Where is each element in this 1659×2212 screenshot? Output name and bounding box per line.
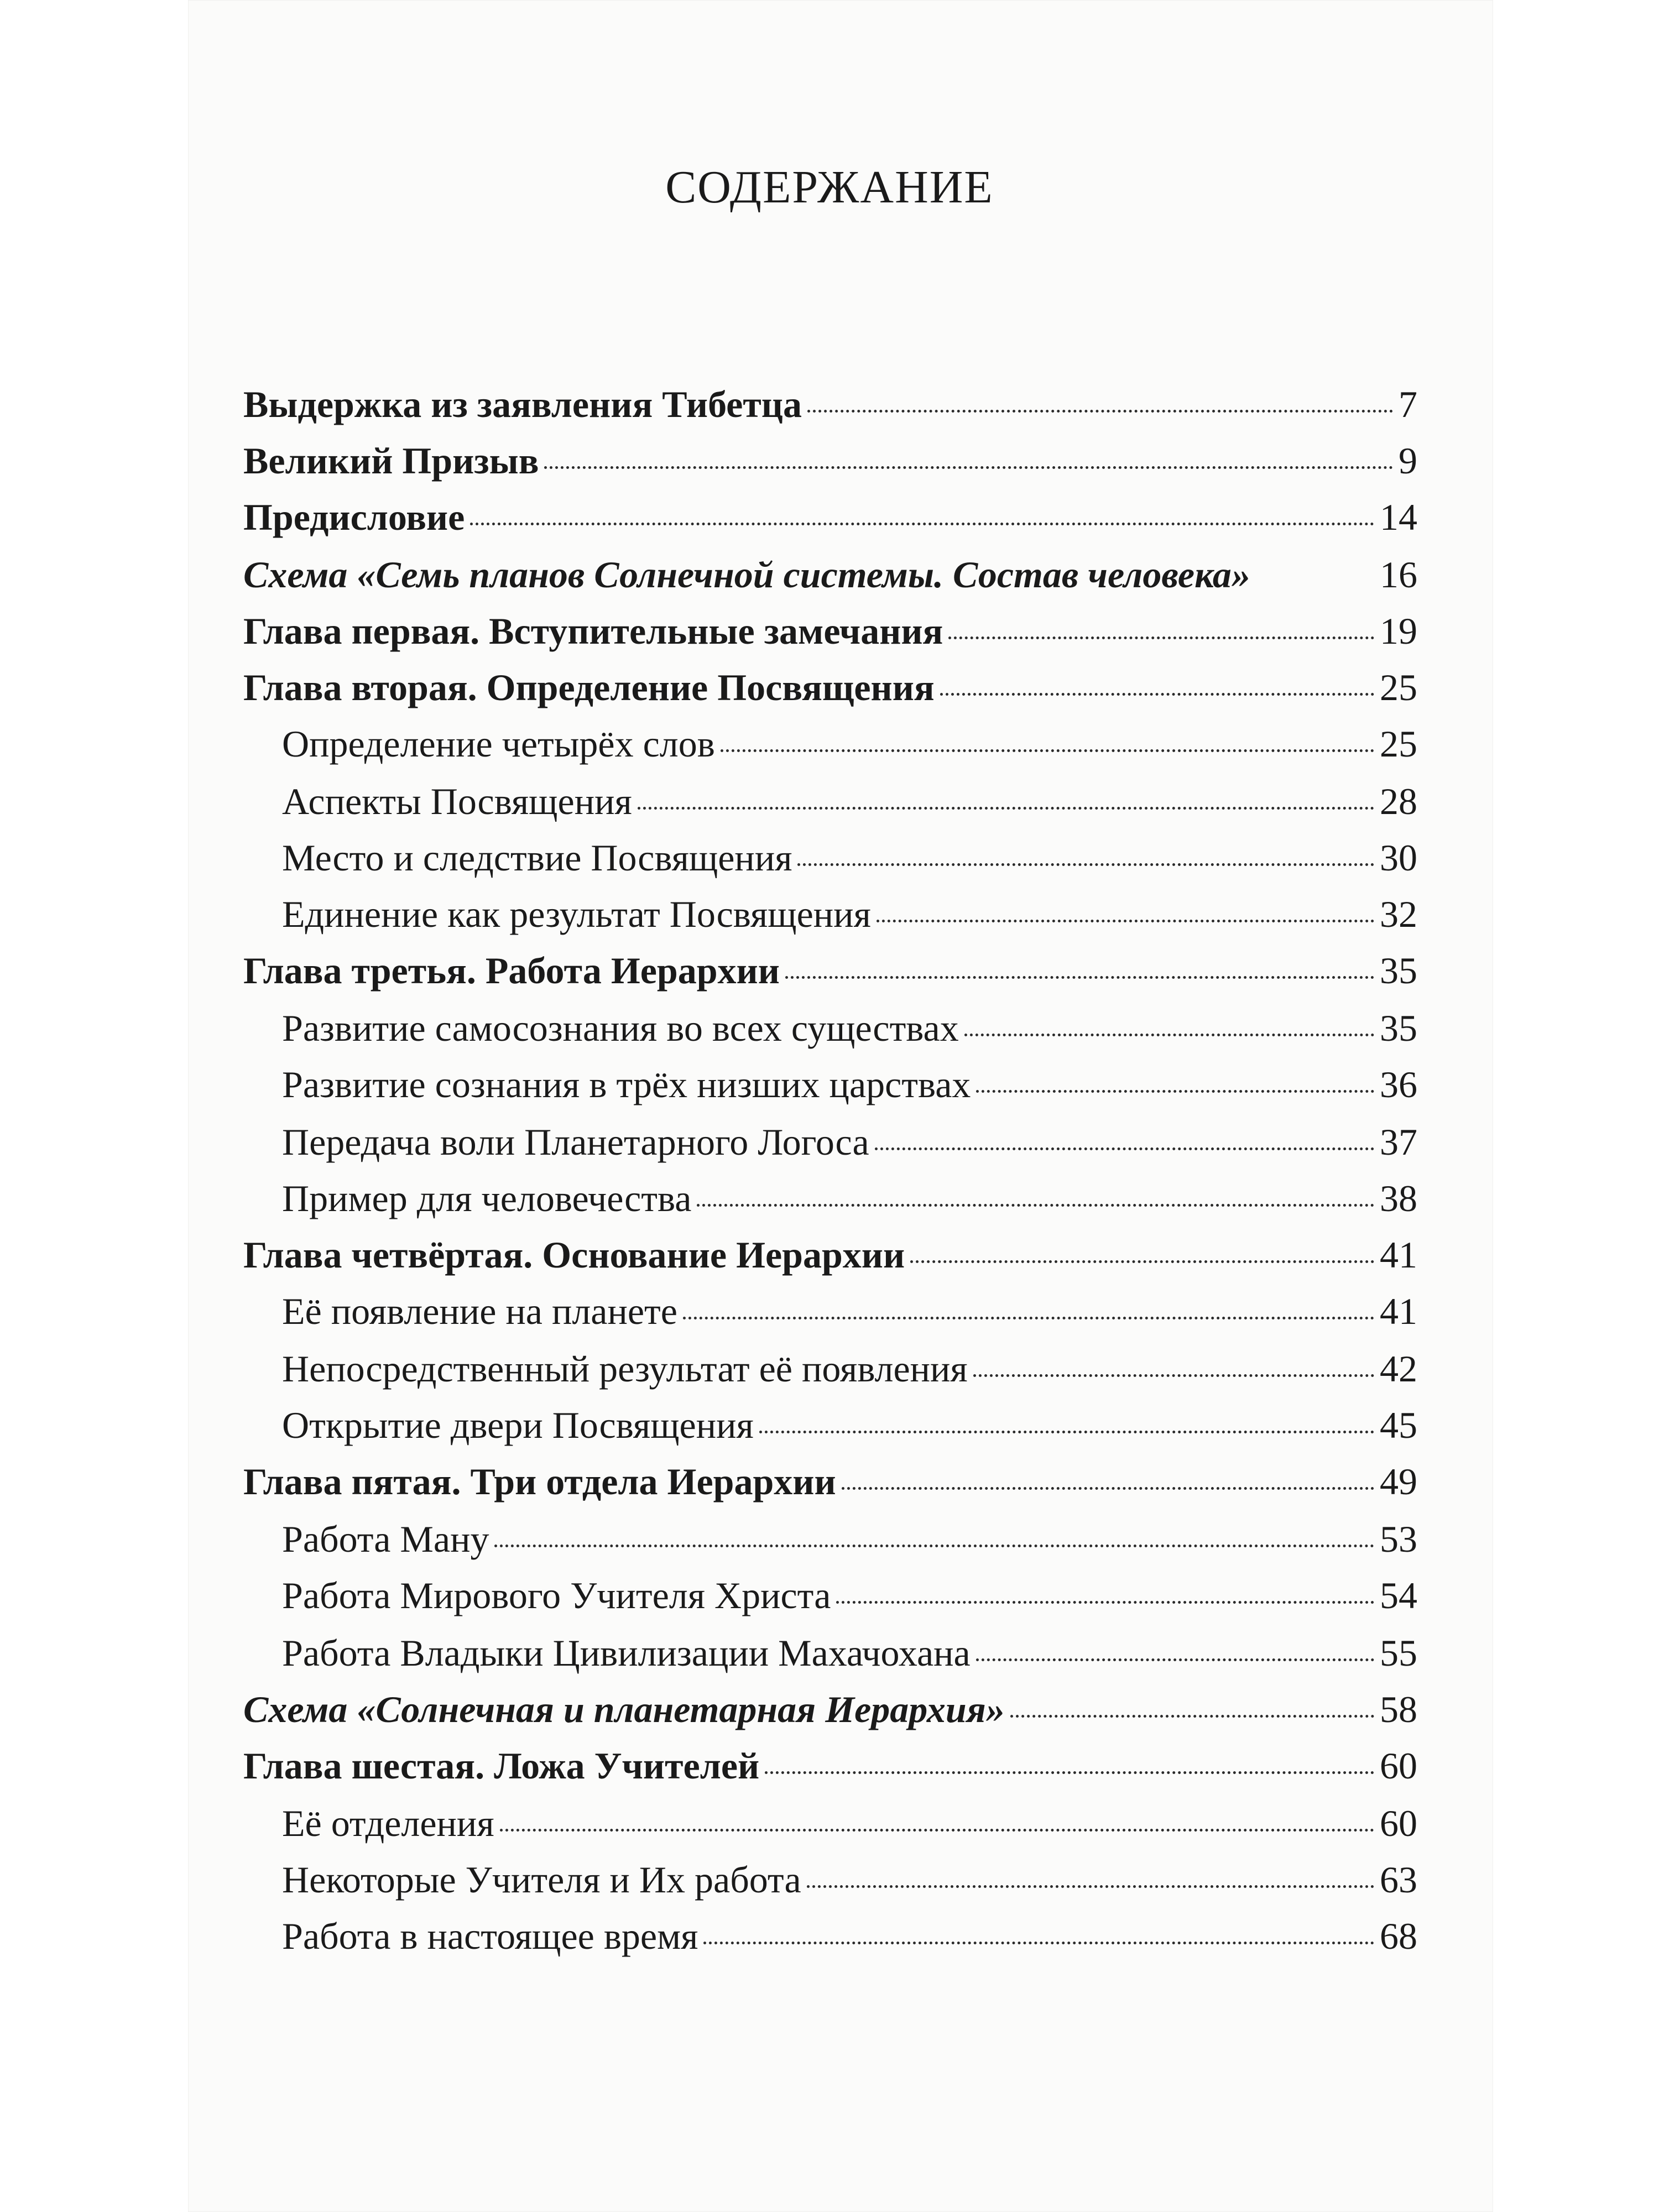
toc-entry-title: Определение четырёх слов <box>282 723 715 765</box>
toc-entry-title: Пример для человечества <box>282 1177 692 1219</box>
toc-entry-title: Работа Ману <box>282 1518 489 1560</box>
toc-entry-page-number: 16 <box>1380 554 1417 596</box>
toc-entry-page-number: 36 <box>1380 1063 1417 1105</box>
dot-leader <box>500 1829 1374 1832</box>
toc-entry <box>243 949 1417 1004</box>
toc-entry <box>243 553 1417 608</box>
toc-entry <box>243 1688 1417 1743</box>
dot-leader <box>785 976 1374 979</box>
dot-leader <box>940 693 1374 696</box>
toc-entry <box>282 1177 1417 1232</box>
toc-entry <box>282 780 1417 835</box>
toc-entry-page-number: 49 <box>1380 1460 1417 1503</box>
toc-entry-page-number: 25 <box>1380 723 1417 765</box>
toc-entry-page-number: 63 <box>1380 1859 1417 1901</box>
toc-entry <box>282 1120 1417 1176</box>
toc-entry-title: Работа Мирового Учителя Христа <box>282 1574 831 1616</box>
toc-entry <box>282 1517 1417 1573</box>
dot-leader <box>638 807 1374 810</box>
toc-entry-page-number: 30 <box>1380 837 1417 879</box>
toc-entry <box>282 722 1417 778</box>
toc-entry-title: Открытие двери Посвящения <box>282 1404 754 1446</box>
toc-entry <box>282 893 1417 948</box>
toc-entry-title: Выдержка из заявления Тибетца <box>243 383 802 425</box>
dot-leader <box>976 1090 1374 1093</box>
toc-entry <box>243 1233 1417 1288</box>
dot-leader <box>964 1034 1374 1036</box>
toc-entry-page-number: 35 <box>1380 1007 1417 1049</box>
dot-leader <box>494 1545 1374 1547</box>
dot-leader <box>721 749 1374 752</box>
toc-entry-page-number: 41 <box>1380 1290 1417 1332</box>
toc-entry <box>282 836 1417 891</box>
toc-entry-title: Схема «Солнечная и планетарная Иерархия» <box>243 1688 1005 1730</box>
dot-leader <box>877 920 1374 922</box>
toc-entry-page-number: 9 <box>1399 440 1417 482</box>
toc-entry-page-number: 60 <box>1380 1802 1417 1844</box>
toc-entry-title: Место и следствие Посвящения <box>282 837 792 879</box>
toc-entry-title: Схема «Семь планов Солнечной системы. Состав человека» <box>243 554 1250 596</box>
toc-entry-title: Передача воли Планетарного Логоса <box>282 1121 869 1163</box>
toc-entry-title: Глава пятая. Три отдела Иерархии <box>243 1460 836 1503</box>
dot-leader <box>697 1204 1374 1207</box>
toc-entry-page-number: 25 <box>1380 666 1417 708</box>
toc-entry-title: Развитие сознания в трёх низших царствах <box>282 1063 971 1105</box>
toc-entry-page-number: 14 <box>1380 496 1417 538</box>
toc-entry <box>282 1006 1417 1062</box>
toc-entry-page-number: 60 <box>1380 1745 1417 1787</box>
toc-entry <box>282 1914 1417 1970</box>
toc-entry-title: Работа в настоящее время <box>282 1915 698 1957</box>
toc-entry-page-number: 37 <box>1380 1121 1417 1163</box>
toc-entry-title: Непосредственный результат её появления <box>282 1348 968 1390</box>
dot-leader <box>765 1771 1374 1774</box>
toc-entry-page-number: 55 <box>1380 1632 1417 1674</box>
toc-entry-title: Единение как результат Посвящения <box>282 893 871 935</box>
toc-entry-page-number: 45 <box>1380 1404 1417 1446</box>
toc-entry-page-number: 38 <box>1380 1177 1417 1219</box>
dot-leader <box>683 1317 1374 1319</box>
dot-leader <box>836 1601 1374 1604</box>
dot-leader <box>807 1885 1374 1888</box>
toc-entry-title: Великий Призыв <box>243 440 539 482</box>
toc-entry-page-number: 58 <box>1380 1688 1417 1730</box>
dot-leader <box>807 410 1393 413</box>
toc-entry <box>282 1063 1417 1118</box>
toc-entry-page-number: 68 <box>1380 1915 1417 1957</box>
toc-entry <box>282 1631 1417 1687</box>
page-title: СОДЕРЖАНИЕ <box>665 161 994 213</box>
toc-entry-page-number: 28 <box>1380 780 1417 822</box>
toc-entry-title: Работа Владыки Цивилизации Махачохана <box>282 1632 971 1674</box>
toc-entry-title: Развитие самосознания во всех существах <box>282 1007 959 1049</box>
toc-entry <box>282 1290 1417 1345</box>
dot-leader <box>976 1658 1374 1661</box>
dot-leader <box>875 1147 1374 1150</box>
toc-entry-title: Глава третья. Работа Иерархии <box>243 950 780 992</box>
toc-entry <box>243 1744 1417 1799</box>
toc-entry <box>282 1802 1417 1857</box>
toc-entry-title: Её отделения <box>282 1802 494 1844</box>
toc-entry-page-number: 7 <box>1399 383 1417 425</box>
toc-entry <box>243 439 1417 494</box>
toc-entry <box>243 383 1417 438</box>
toc-entry <box>282 1347 1417 1402</box>
toc-entry <box>243 666 1417 721</box>
toc-entry-page-number: 42 <box>1380 1348 1417 1390</box>
toc-entry-title: Аспекты Посвящения <box>282 780 632 822</box>
dot-leader <box>910 1260 1374 1263</box>
dot-leader <box>703 1942 1374 1944</box>
toc-entry-title: Некоторые Учителя и Их работа <box>282 1859 801 1901</box>
toc-entry-page-number: 19 <box>1380 610 1417 652</box>
toc-entry-page-number: 32 <box>1380 893 1417 935</box>
dot-leader <box>948 637 1374 639</box>
toc-entry <box>282 1404 1417 1459</box>
dot-leader <box>470 523 1374 525</box>
toc-entry-page-number: 35 <box>1380 950 1417 992</box>
toc-entry-title: Предисловие <box>243 496 465 538</box>
toc-entry-title: Глава первая. Вступительные замечания <box>243 610 943 652</box>
dot-leader <box>797 863 1374 866</box>
toc-entry-page-number: 53 <box>1380 1518 1417 1560</box>
dot-leader <box>1010 1715 1374 1718</box>
toc-entry <box>243 609 1417 665</box>
dot-leader <box>544 466 1393 469</box>
toc-entry <box>243 1460 1417 1515</box>
toc-entry-title: Глава вторая. Определение Посвящения <box>243 666 935 708</box>
dot-leader <box>759 1431 1374 1433</box>
dot-leader <box>973 1374 1374 1377</box>
toc-entry <box>282 1574 1417 1629</box>
toc-entry-title: Глава шестая. Ложа Учителей <box>243 1745 760 1787</box>
toc-entry <box>243 495 1417 551</box>
dot-leader <box>842 1487 1374 1490</box>
toc-entry-title: Её появление на планете <box>282 1290 677 1332</box>
toc-entry-page-number: 41 <box>1380 1234 1417 1276</box>
toc-entry <box>282 1858 1417 1913</box>
toc-entry-page-number: 54 <box>1380 1574 1417 1616</box>
toc-entry-title: Глава четвёртая. Основание Иерархии <box>243 1234 905 1276</box>
